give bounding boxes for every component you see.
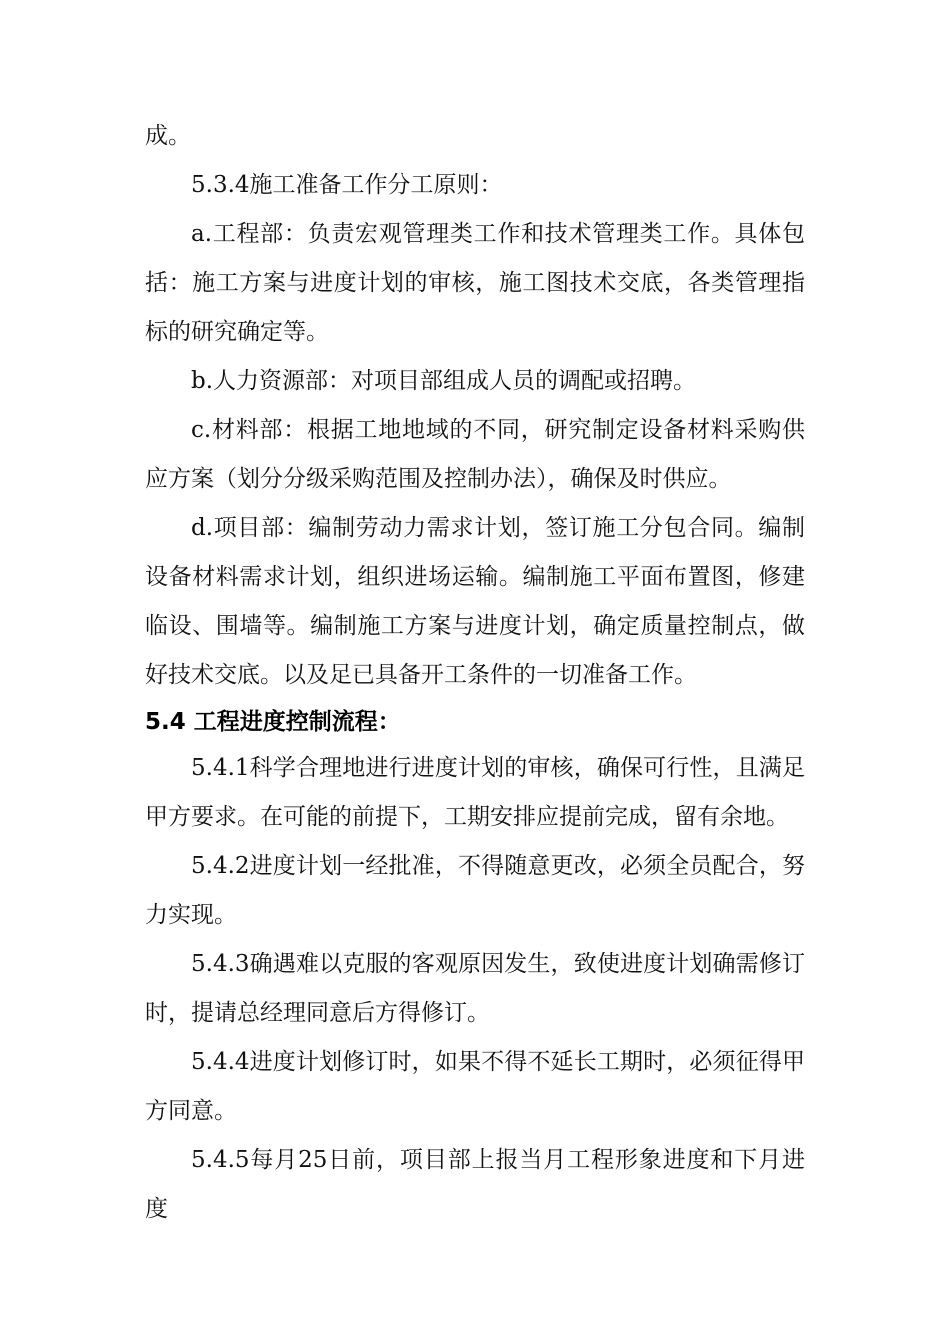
paragraph-hr-dept: b.人力资源部：对项目部组成人员的调配或招聘。 — [191, 368, 697, 394]
paragraph-materials-dept: c.材料部：根据工地地域的不同，研究制定设备材料采购供应方案（划分分级采购范围及控制办法），确保及时供应。 — [145, 417, 805, 492]
paragraph-5-4-1: 5.4.1科学合理地进行进度计划的审核，确保可行性，且满足甲方要求。在可能的前提下，工期安排应提前完成，留有余地。 — [145, 755, 805, 830]
paragraph-5-4-5: 5.4.5每月25日前，项目部上报当月工程形象进度和下月进度 — [145, 1147, 805, 1222]
paragraph-5-4-4: 5.4.4进度计划修订时，如果不得不延长工期时，必须征得甲方同意。 — [145, 1049, 805, 1124]
paragraph-5-4-3: 5.4.3确遇难以克服的客观原因发生，致使进度计划确需修订时，提请总经理同意后方得修订。 — [145, 951, 805, 1026]
paragraph-project-dept: d.项目部：编制劳动力需求计划，签订施工分包合同。编制设备材料需求计划，组织进场运输。编制施工平面布置图，修建临设、围墙等。编制施工方案与进度计划，确定质量控制点，做好技术交底。以及足已具备开工条件的一切准备工作。 — [145, 515, 805, 688]
document-page — [145, 112, 805, 1234]
paragraph-continuation: 成。 — [145, 123, 191, 149]
paragraph-5-3-4: 5.3.4施工准备工作分工原则： — [191, 172, 503, 198]
section-heading-5-4: 5.4 工程进度控制流程： — [145, 709, 401, 735]
paragraph-5-4-2: 5.4.2进度计划一经批准，不得随意更改，必须全员配合，努力实现。 — [145, 853, 805, 928]
paragraph-engineering-dept: a.工程部：负责宏观管理类工作和技术管理类工作。具体包括：施工方案与进度计划的审核，施工图技术交底，各类管理指标的研究确定等。 — [145, 221, 805, 345]
